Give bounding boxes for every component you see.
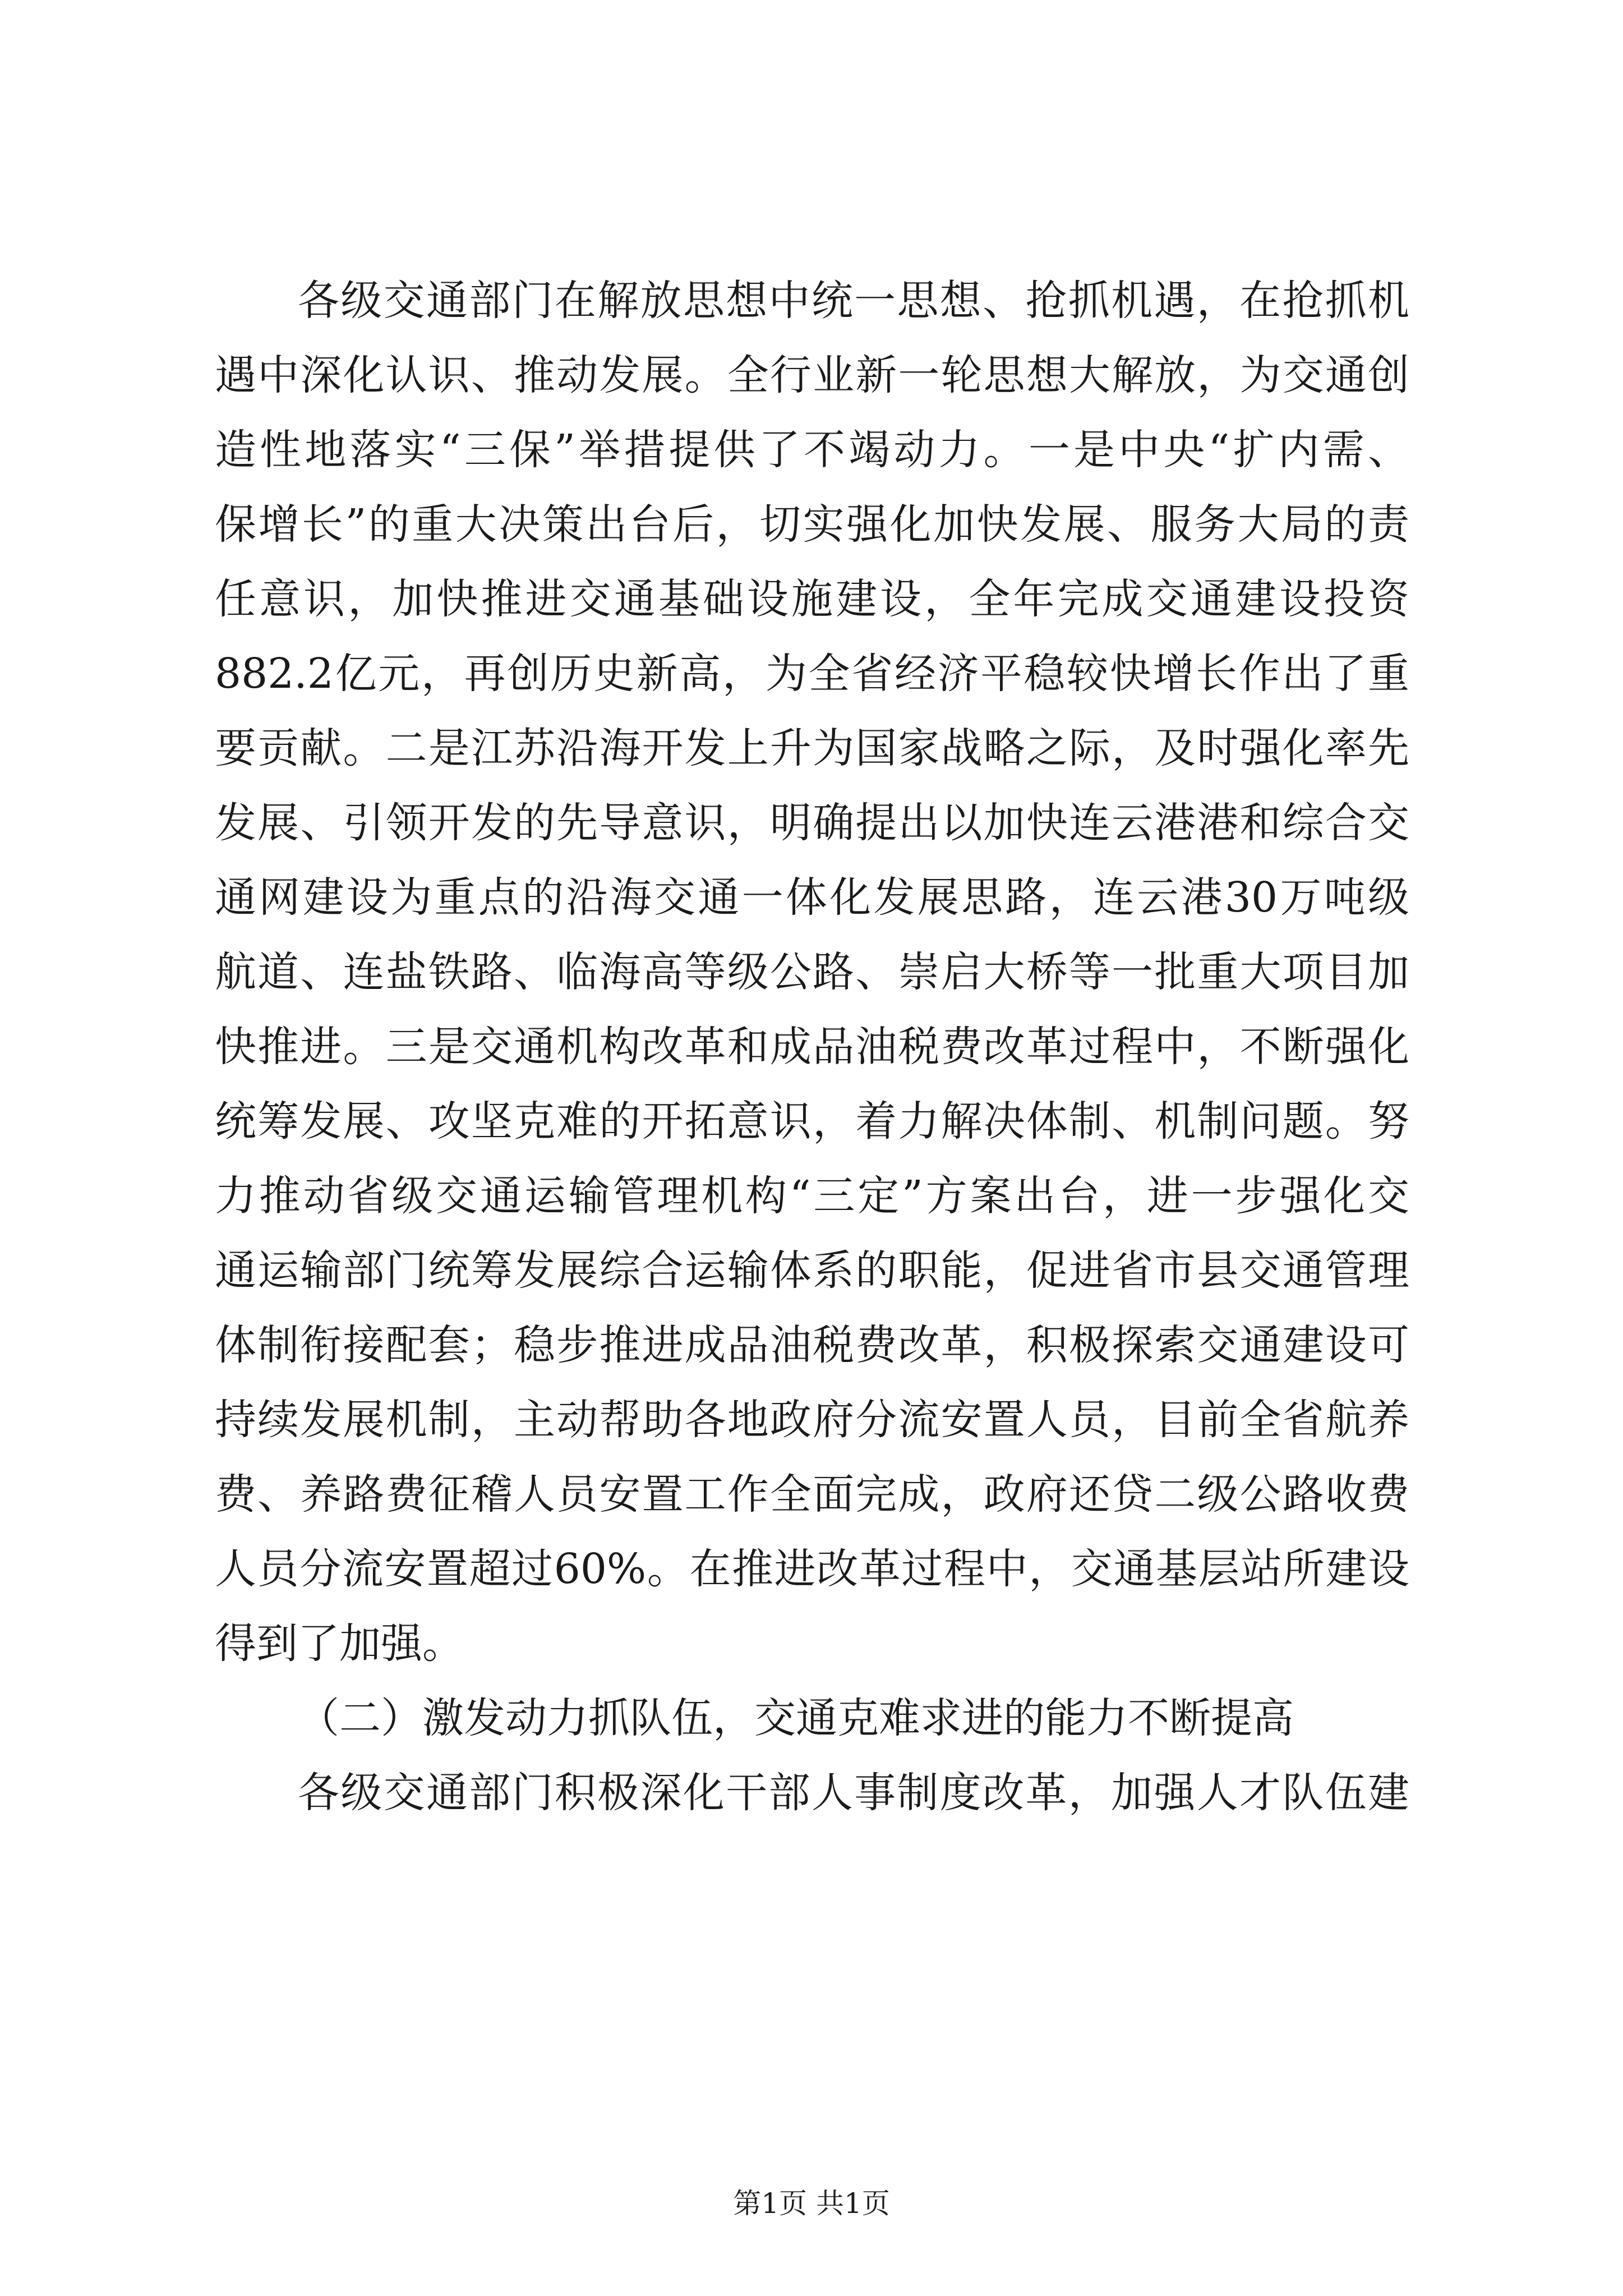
paragraph-line: 通运输部门统筹发展综合运输体系的职能，促进省市县交通管理 <box>215 1246 1409 1295</box>
paragraph-line: 统筹发展、攻坚克难的开拓意识，着力解决体制、机制问题。努 <box>215 1097 1409 1145</box>
paragraph-line: 得到了加强。 <box>215 1619 464 1668</box>
paragraph-line: 力推动省级交通运输管理机构“三定”方案出台，进一步强化交 <box>215 1172 1409 1220</box>
document-body <box>215 264 1409 1830</box>
paragraph-line: 882.2亿元，再创历史新高，为全省经济平稳较快增长作出了重 <box>215 650 1409 698</box>
paragraph-line: 各级交通部门积极深化干部人事制度改革，加强人才队伍建 <box>298 1769 1409 1817</box>
paragraph-line: 持续发展机制，主动帮助各地政府分流安置人员，目前全省航养 <box>215 1396 1409 1444</box>
page-footer: 第1页 共1页 <box>733 2187 890 2220</box>
paragraph-line: 人员分流安置超过60%。在推进改革过程中，交通基层站所建设 <box>215 1545 1409 1593</box>
paragraph-line: 遇中深化认识、推动发展。全行业新一轮思想大解放，为交通创 <box>215 351 1409 399</box>
paragraph-line: 任意识，加快推进交通基础设施建设，全年完成交通建设投资 <box>215 575 1409 623</box>
paragraph-line: 航道、连盐铁路、临海高等级公路、崇启大桥等一批重大项目加 <box>215 948 1409 996</box>
paragraph-line: 体制衔接配套；稳步推进成品油税费改革，积极探索交通建设可 <box>215 1321 1409 1369</box>
paragraph-line: 通网建设为重点的沿海交通一体化发展思路，连云港30万吨级 <box>215 873 1409 922</box>
section-heading: （二）激发动力抓队伍，交通克难求进的能力不断提高 <box>298 1694 1294 1742</box>
paragraph-line: 各级交通部门在解放思想中统一思想、抢抓机遇，在抢抓机 <box>298 277 1409 325</box>
paragraph-line: 造性地落实“三保”举措提供了不竭动力。一是中央“扩内需、 <box>215 426 1409 474</box>
paragraph-line: 发展、引领开发的先导意识，明确提出以加快连云港港和综合交 <box>215 799 1409 847</box>
paragraph-line: 快推进。三是交通机构改革和成品油税费改革过程中，不断强化 <box>215 1023 1409 1071</box>
paragraph-line: 保增长”的重大决策出台后，切实强化加快发展、服务大局的责 <box>215 500 1409 549</box>
paragraph-line: 要贡献。二是江苏沿海开发上升为国家战略之际，及时强化率先 <box>215 724 1409 772</box>
paragraph-line: 费、养路费征稽人员安置工作全面完成，政府还贷二级公路收费 <box>215 1470 1409 1519</box>
